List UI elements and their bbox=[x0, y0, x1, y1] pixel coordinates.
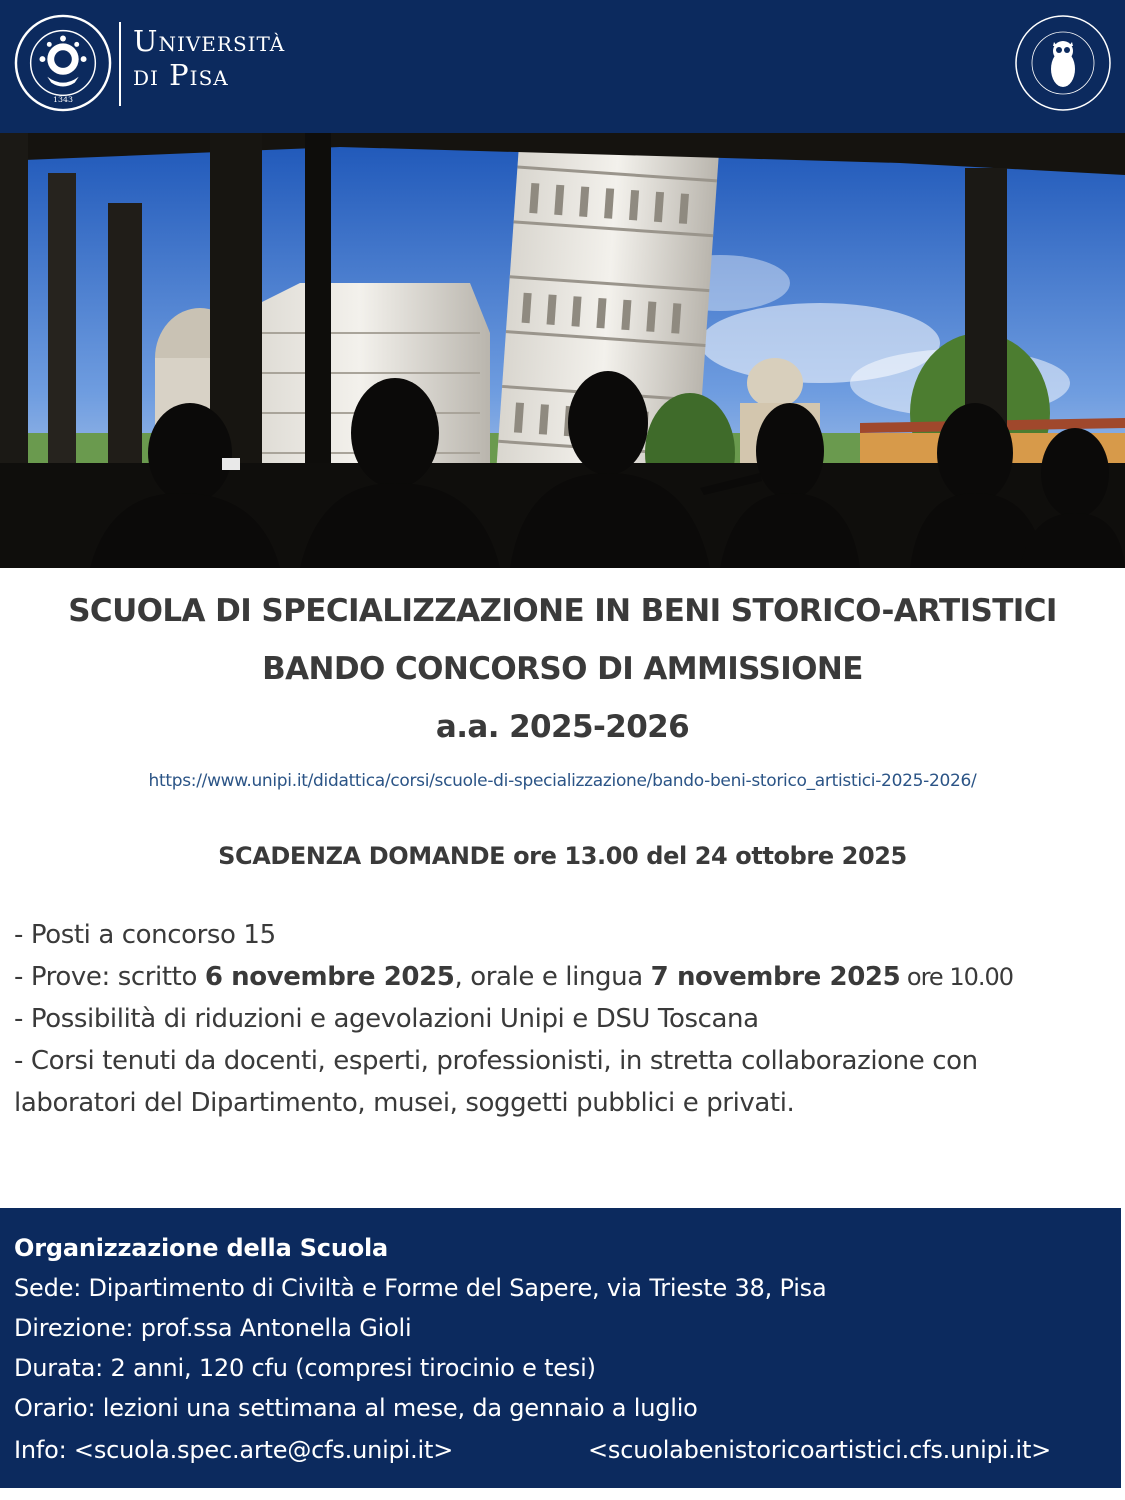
university-seal-logo bbox=[14, 14, 112, 112]
department-owl-seal-logo bbox=[1013, 13, 1113, 113]
bullet-posti: - Posti a concorso 15 bbox=[14, 920, 276, 950]
bullet-riduzioni: - Possibilità di riduzioni e agevolazioni Unipi e DSU Toscana bbox=[14, 1004, 759, 1034]
bullet-corsi: - Corsi tenuti da docenti, esperti, professionisti, in stretta collaborazione con laboratori del Dipartimento, musei, soggetti pubblici e privati. bbox=[14, 1046, 978, 1118]
svg-text:1343: 1343 bbox=[53, 95, 73, 105]
info-bullets bbox=[14, 914, 1114, 1124]
bullet-prove bbox=[14, 956, 1114, 998]
durata-line: Durata: 2 anni, 120 cfu (compresi tirocinio e tesi) bbox=[14, 1354, 596, 1382]
title-block bbox=[0, 582, 1125, 756]
info-website-link[interactable]: <scuolabenistoricoartistici.cfs.unipi.it> bbox=[588, 1436, 1052, 1464]
organization-panel bbox=[0, 1208, 1121, 1488]
prove-mid: , orale e lingua bbox=[454, 962, 651, 992]
header-divider bbox=[119, 22, 121, 106]
university-name bbox=[133, 24, 285, 92]
sede-line: Sede: Dipartimento di Civiltà e Forme del Sapere, via Trieste 38, Pisa bbox=[14, 1274, 827, 1302]
page-title: SCUOLA DI SPECIALIZZAZIONE IN BENI STORICO-ARTISTICI bbox=[68, 593, 1057, 629]
pisa-tower-photo bbox=[0, 133, 1125, 568]
university-name-line1: Università bbox=[133, 24, 286, 58]
deadline-text: SCADENZA DOMANDE ore 13.00 del 24 ottobre 2025 bbox=[218, 842, 907, 870]
prove-time: ore 10.00 bbox=[900, 963, 1014, 991]
bando-link[interactable]: https://www.unipi.it/didattica/corsi/scuole-di-specializzazione/bando-beni-storico_artistici-2025-2026/ bbox=[148, 771, 977, 791]
organization-heading: Organizzazione della Scuola bbox=[14, 1234, 389, 1262]
academic-year: a.a. 2025-2026 bbox=[435, 709, 690, 745]
header-banner bbox=[0, 0, 1125, 133]
orario-line: Orario: lezioni una settimana al mese, da gennaio a luglio bbox=[14, 1394, 698, 1422]
prove-date-written: 6 novembre 2025 bbox=[204, 962, 455, 992]
info-email-link[interactable]: Info: <scuola.spec.arte@cfs.unipi.it> bbox=[14, 1436, 454, 1464]
page-subtitle: BANDO CONCORSO DI AMMISSIONE bbox=[262, 651, 863, 687]
prove-date-oral: 7 novembre 2025 bbox=[650, 962, 901, 992]
university-name-line2: di Pisa bbox=[133, 58, 229, 92]
prove-prefix: - Prove: scritto bbox=[14, 962, 205, 992]
direzione-line: Direzione: prof.ssa Antonella Gioli bbox=[14, 1314, 412, 1342]
